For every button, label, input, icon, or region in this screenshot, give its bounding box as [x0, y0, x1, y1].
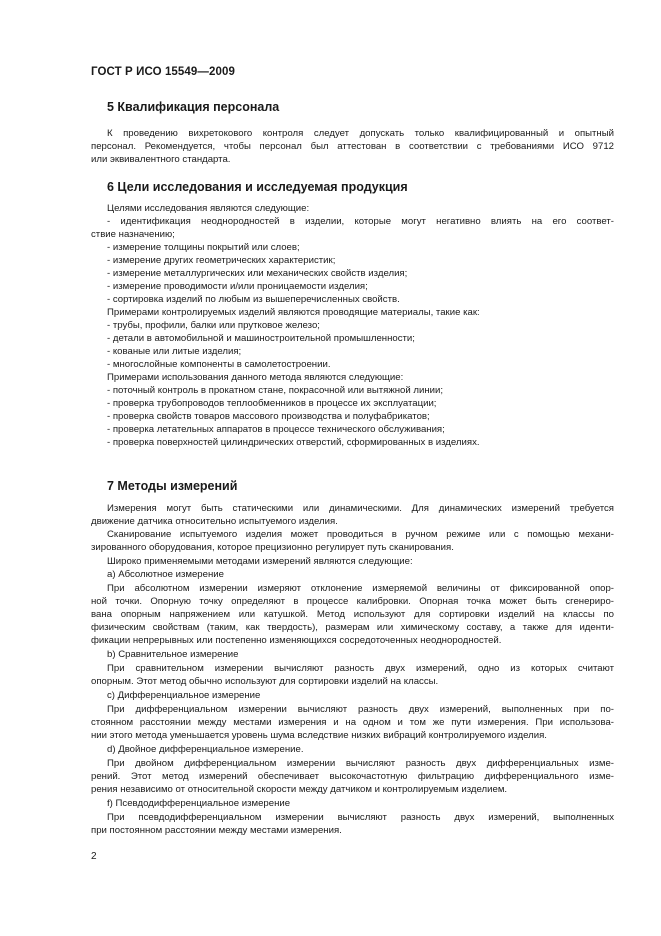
section-6-line-10: - трубы, профили, балки или прутковое железо; — [107, 320, 320, 331]
section-7-line-8: ной точки. Опорную точку определяют в процессе калибровки. Опорная точка может быть сгенериро- — [91, 596, 614, 607]
section-7-line-22: рения независимо от относительной скорости между датчиком и контролируемым изделием. — [91, 784, 508, 795]
section-7-line-4: зированного оборудования, которое прецизионно регулирует путь сканирования. — [91, 542, 454, 553]
section-6-line-15: - поточный контроль в прокатном стане, покрасочной или вытяжной линии; — [107, 385, 444, 396]
section-5-title: 5 Квалификация персонала — [107, 100, 280, 114]
page-number: 2 — [91, 851, 97, 862]
section-6-line-16: - проверка трубопроводов теплообменников в процессе их эксплуатации; — [107, 398, 437, 409]
section-6-line-9: Примерами контролируемых изделий являются проводящие материалы, такие как: — [107, 307, 480, 318]
section-7-line-7: При абсолютном измерении измеряют отклонение измеряемой величины от фиксированной опор- — [107, 583, 614, 594]
section-6-line-12: - кованые или литые изделия; — [107, 346, 242, 357]
section-6-line-3: ствие назначению; — [91, 229, 175, 240]
section-7-title: 7 Методы измерений — [107, 479, 238, 493]
section-6-line-18: - проверка летательных аппаратов в процессе технического обслуживания; — [107, 424, 445, 435]
section-6-line-4: - измерение толщины покрытий или слоев; — [107, 242, 300, 253]
section-7-line-17: стоянном расстоянии между местами измерения и на одном и том же пути измерения. При использова- — [91, 717, 614, 728]
section-6-line-2: - идентификация неоднородностей в изделии, которые могут негативно влиять на его соответ- — [107, 216, 614, 227]
section-6-line-7: - измерение проводимости и/или проницаемости изделия; — [107, 281, 368, 292]
section-7-line-11: фикации непрерывных или постепенно изменяющихся сосредоточенных неоднородностей. — [91, 635, 502, 646]
section-6-line-19: - проверка поверхностей цилиндрических отверстий, сформированных в изделиях. — [107, 437, 480, 448]
section-6-line-13: - многослойные компоненты в самолетостроении. — [107, 359, 331, 370]
section-7-line-3: Сканирование испытуемого изделия может проводиться в ручном режиме или с помощью механи- — [107, 529, 614, 540]
section-7-line-25: при постоянном расстоянии между местами измерения. — [91, 825, 342, 836]
section-7-line-21: рений. Этот метод измерений обеспечивает высокочастотную фильтрацию дифференциального изме- — [91, 771, 614, 782]
section-5-line-3: или эквивалентного стандарта. — [91, 154, 231, 165]
section-5-line-1: К проведению вихретокового контроля следует допускать только квалифицированный и опытный — [107, 128, 614, 139]
section-6-title: 6 Цели исследования и исследуемая продукция — [107, 180, 408, 194]
section-7-line-6: a) Абсолютное измерение — [107, 569, 224, 580]
section-7-line-18: нии этого метода уменьшается уровень шума вследствие низких вибраций контролируемого изделия. — [91, 730, 547, 741]
section-7-line-20: При двойном дифференциальном измерении вычисляют разность двух дифференциальных изме- — [107, 758, 614, 769]
document-header: ГОСТ Р ИСО 15549—2009 — [91, 66, 236, 78]
section-7-line-24: При псевдодифференциальном измерении вычисляют разность двух измерений, выполненных — [107, 812, 614, 823]
section-7-line-23: f) Псевдодифференциальное измерение — [107, 798, 291, 809]
section-7-line-2: движение датчика относительно испытуемого изделия. — [91, 516, 338, 527]
section-7-line-16: При дифференциальном измерении вычисляют разность двух измерений, выполненных при по- — [107, 704, 614, 715]
section-6-line-14: Примерами использования данного метода являются следующие: — [107, 372, 404, 383]
section-6-line-1: Целями исследования являются следующие: — [107, 203, 310, 214]
section-7-line-15: c) Дифференциальное измерение — [107, 690, 261, 701]
section-7-line-10: физическим свойствам (таким, как твердость), размерам или химическому составу, а также для иденти- — [91, 622, 614, 633]
section-7-line-14: опорным. Этот метод обычно используют для сортировки изделий на классы. — [91, 676, 439, 687]
section-6-line-6: - измерение металлургических или механических свойств изделия; — [107, 268, 408, 279]
section-6-line-11: - детали в автомобильной и машиностроительной промышленности; — [107, 333, 415, 344]
section-7-line-1: Измерения могут быть статическими или динамическими. Для динамических измерений требуется — [107, 503, 614, 514]
section-5-line-2: персонал. Рекомендуется, чтобы персонал был аттестован в соответствии с требованиями ИСО 9712 — [91, 141, 614, 152]
section-7-line-12: b) Сравнительное измерение — [107, 649, 239, 660]
section-7-line-13: При сравнительном измерении вычисляют разность двух измерений, одно из которых считают — [107, 663, 614, 674]
section-7-line-5: Широко применяемыми методами измерений являются следующие: — [107, 556, 413, 567]
section-7-line-9: вана опорным напряжением или катушкой. Метод используют для сортировки изделий на классы по — [91, 609, 614, 620]
section-7-line-19: d) Двойное дифференциальное измерение. — [107, 744, 304, 755]
section-6-line-8: - сортировка изделий по любым из вышеперечисленных свойств. — [107, 294, 400, 305]
section-6-line-5: - измерение других геометрических характеристик; — [107, 255, 336, 266]
section-6-line-17: - проверка свойств товаров массового производства и полуфабрикатов; — [107, 411, 430, 422]
